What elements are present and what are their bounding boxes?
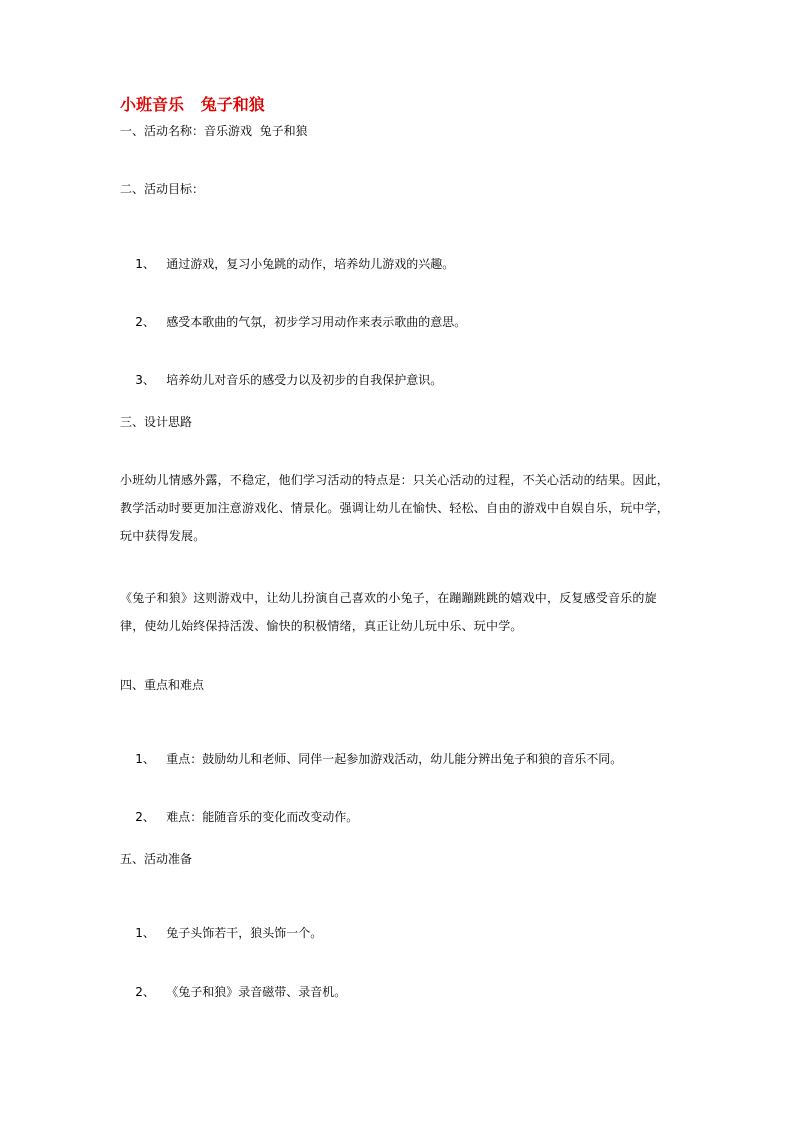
prep-text: 《兔子和狼》录音磁带、录音机。 <box>166 985 347 999</box>
design-paragraph-1: 小班幼儿情感外露，不稳定，他们学习活动的特点是：只关心活动的过程，不关心活动的结果。因此，教学活动时要更加注意游戏化、情景化。强调让幼儿在愉快、轻松、自由的游戏中自娱自乐，玩中学，玩中获得发展。 <box>120 473 670 543</box>
prep-text: 兔子头饰若干，狼头饰一个。 <box>166 926 323 940</box>
prep-heading: 五、活动准备 <box>120 852 193 866</box>
goal-text: 通过游戏，复习小兔跳的动作，培养幼儿游戏的兴趣。 <box>166 257 455 271</box>
focus-number: 1、 <box>135 752 155 766</box>
focus-text: 难点：能随音乐的变化而改变动作。 <box>166 810 359 824</box>
goal-number: 1、 <box>135 257 155 271</box>
goal-text: 培养幼儿对音乐的感受力以及初步的自我保护意识。 <box>166 373 443 387</box>
focus-item-2 <box>120 793 358 841</box>
focus-text: 重点：鼓励幼儿和老师、同伴一起参加游戏活动，幼儿能分辨出兔子和狼的音乐不同。 <box>166 752 623 766</box>
design-paragraph-2: 《兔子和狼》这则游戏中，让幼儿扮演自己喜欢的小兔子，在蹦蹦跳跳的嬉戏中，反复感受音乐的旋律，使幼儿始终保持活泼、愉快的积极情绪，真正让幼儿玩中乐、玩中学。 <box>120 591 657 633</box>
focus-heading: 四、重点和难点 <box>120 678 205 692</box>
prep-item-2 <box>120 968 346 1016</box>
goal-number: 3、 <box>135 373 155 387</box>
goals-heading: 二、活动目标： <box>120 182 205 196</box>
goal-text: 感受本歌曲的气氛，初步学习用动作来表示歌曲的意思。 <box>166 315 467 329</box>
activity-name: 一、活动名称：音乐游戏 兔子和狼 <box>120 124 308 138</box>
prep-item-1 <box>120 909 322 957</box>
goal-item-3 <box>120 356 442 404</box>
prep-number: 1、 <box>135 926 155 940</box>
goal-item-2 <box>120 298 466 346</box>
focus-item-1 <box>120 735 622 783</box>
prep-number: 2、 <box>135 985 155 999</box>
goal-item-1 <box>120 240 454 288</box>
design-heading: 三、设计思路 <box>120 415 193 429</box>
goal-number: 2、 <box>135 315 155 329</box>
focus-number: 2、 <box>135 810 155 824</box>
document-title: 小班音乐 兔子和狼 <box>120 95 265 114</box>
